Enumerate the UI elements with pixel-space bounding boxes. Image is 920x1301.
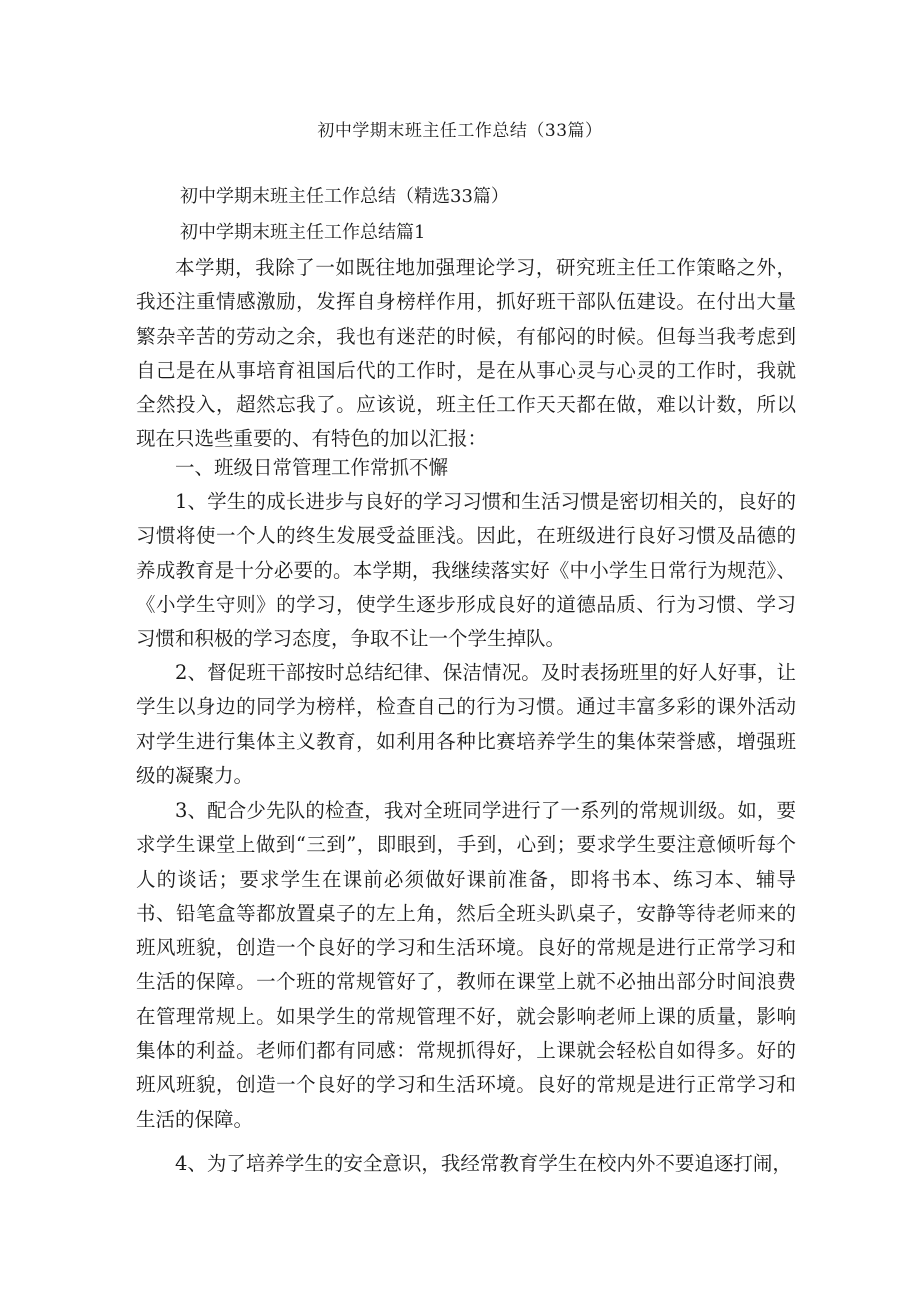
item-paragraph-4: 4、为了培养学生的安全意识，我经常教育学生在校内外不要追逐打闹， [175,1152,792,1175]
item-paragraph-3: 3、配合少先队的检查，我对全班同学进行了一系列的常规训级。如，要求学生课堂上做到“三到”，即眼到，手到，心到；要求学生要注意倾听每个人的谈话；要求学生在课前必须做好课前准备，即将书本、练习本、辅导书、铅笔盒等都放置桌子的左上角，然后全班头趴桌子，安静等待老师来的班风班貌，创造一个良好的学习和生活环境。良好的常规是进行正常学习和生活的保障。一个班的常规管好了，教师在课堂上就不必抽出部分时间浪费在管理常规上。如果学生的常规管理不好，就会影响老师上课的质量，影响集体的利益。老师们都有同感：常规抓得好，上课就会轻松自如得多。好的班风班貌，创造一个良好的学习和生活环境。良好的常规是进行正常学习和生活的保障。 [136,799,796,1131]
heading-one: 一、班级日常管理工作常抓不懈 [175,456,449,479]
item-paragraph-2: 2、督促班干部按时总结纪律、保洁情况。及时表扬班里的好人好事，让学生以身边的同学为榜样，检查自己的行为习惯。通过丰富多彩的课外活动对学生进行集体主义教育，如利用各种比赛培养学生的集体荣誉感，增强班级的凝聚力。 [136,661,796,787]
intro-paragraph: 本学期，我除了一如既往地加强理论学习，研究班主任工作策略之外，我还注重情感激励，发挥自身榜样作用，抓好班干部队伍建设。在付出大量繁杂辛苦的劳动之余，我也有迷茫的时候，有郁闷的时候。但每当我考虑到自己是在从事培育祖国后代的工作时，是在从事心灵与心灵的工作时，我就全然投入，超然忘我了。应该说，班主任工作天天都在做，难以计数，所以现在只选些重要的、有特色的加以汇报： [136,256,796,451]
document-title: 初中学期末班主任工作总结（33篇） [317,121,603,141]
item-paragraph-1: 1、学生的成长进步与良好的学习习惯和生活习惯是密切相关的，良好的习惯将使一个人的终生发展受益匪浅。因此，在班级进行良好习惯及品德的养成教育是十分必要的。本学期，我继续落实好《中小学生日常行为规范》、《小学生守则》的学习，使学生逐步形成良好的道德品质、行为习惯、学习习惯和积极的学习态度，争取不让一个学生掉队。 [136,490,796,651]
section-title: 初中学期末班主任工作总结篇1 [180,222,426,243]
document-subtitle: 初中学期末班主任工作总结（精选33篇） [180,186,509,207]
